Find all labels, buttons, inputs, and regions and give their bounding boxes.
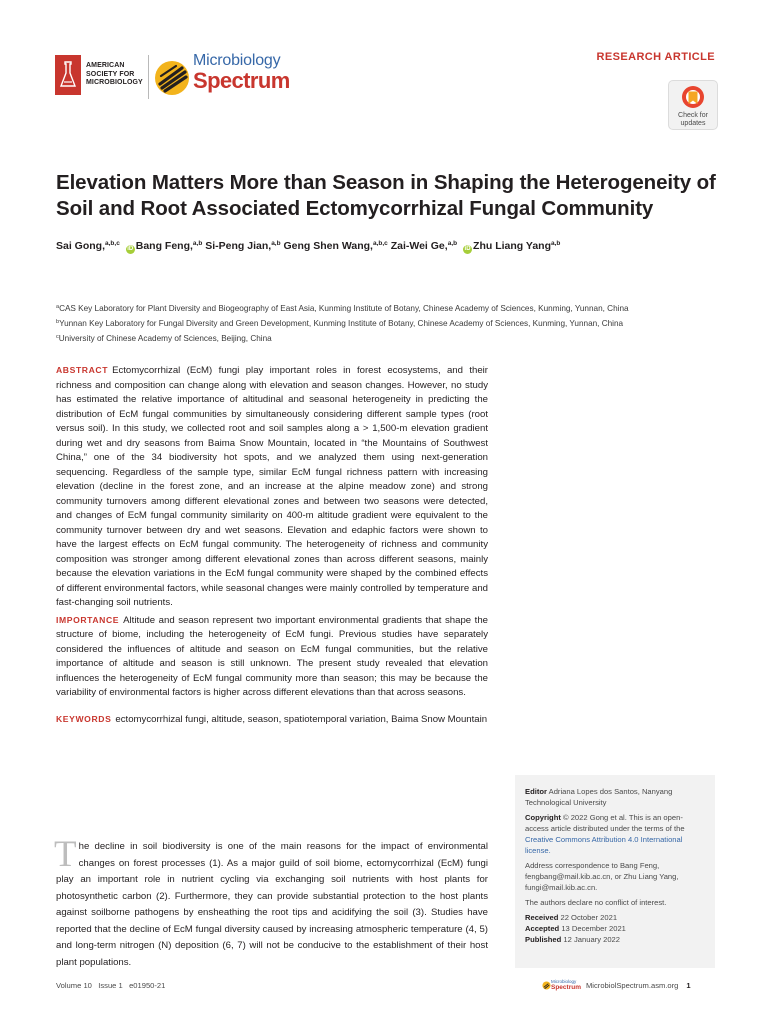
affiliation-sup: b xyxy=(56,319,60,325)
importance-text: Altitude and season represent two important environmental gradients that shape the structure of biome, including the heterogeneity of EcM fungi. Previous studies have separately considered the influences of altitude and season on EcM fungal communities, but the relative importance of altitude and season is still unknown. The present study revealed that elevation influences the heterogeneity of EcM fungal community more than season; this may be because the variability of environmental factors is higher across different elevations than that across seasons. xyxy=(56,614,488,698)
affiliation-sup: a xyxy=(56,304,60,310)
affiliation xyxy=(56,304,629,313)
importance-label: IMPORTANCE xyxy=(56,614,120,625)
footer-journal-logo xyxy=(542,980,581,991)
conflict-statement: The authors declare no conflict of interest. xyxy=(525,898,667,907)
author-name: Bang Feng, xyxy=(135,240,193,252)
author-affil-sup: a,b xyxy=(271,240,281,247)
bookmark-icon xyxy=(669,83,717,113)
orcid-icon[interactable]: iD xyxy=(464,246,471,252)
author-affil-sup: a,b xyxy=(447,240,458,247)
author-name: Sai Gong, xyxy=(56,240,106,252)
author-affil-sup: a,b xyxy=(551,240,561,247)
author[interactable] xyxy=(284,240,388,252)
article-title: Elevation Matters More than Season in Shaping the Heterogeneity of Soil and Root Associated Ectomycorrhizal Fungal Community xyxy=(56,171,716,220)
author-affil-sup: a,b xyxy=(192,240,203,247)
check-for-updates-label: Check for updates xyxy=(678,112,708,127)
asm-flask-icon xyxy=(55,55,81,95)
footer-volume: Volume 10 xyxy=(56,981,92,990)
author-name: Zhu Liang Yang xyxy=(473,240,552,252)
body-paragraph xyxy=(54,834,488,971)
affiliation-text: University of Chinese Academy of Sciences, Beijing, China xyxy=(58,334,272,343)
author-name: Si-Peng Jian, xyxy=(205,240,272,252)
spectrum-emblem-icon xyxy=(152,54,192,103)
affiliation xyxy=(56,334,272,343)
license-link[interactable]: Creative Commons Attribution 4.0 International license. xyxy=(525,835,683,855)
published-date xyxy=(525,934,705,945)
footer-site-link[interactable]: MicrobiolSpectrum.asm.org xyxy=(585,980,679,990)
editor-info xyxy=(525,786,705,808)
author-affil-sup: a,b,c xyxy=(105,240,120,247)
footer-issue: Issue 1 xyxy=(98,981,123,990)
asm-logo xyxy=(55,55,143,95)
orcid-icon[interactable]: iD xyxy=(127,246,134,252)
check-for-updates-badge[interactable] xyxy=(668,80,718,130)
mini-logo-bottom: Spectrum xyxy=(551,983,581,991)
author-affil-sup: a,b,c xyxy=(372,240,388,247)
abstract-paragraph xyxy=(56,363,488,611)
copyright-info xyxy=(525,812,705,856)
accepted-label: Accepted xyxy=(525,924,560,933)
affiliation-text: CAS Key Laboratory for Plant Diversity and Biogeography of East Asia, Kunming Institute of Botany, Chinese Academy of Sciences, Kunming, Yunnan, China xyxy=(59,304,629,313)
spectrum-mini-icon xyxy=(542,981,551,990)
correspondence-info[interactable]: Address correspondence to Bang Feng, fengbang@mail.kib.ac.cn, or Zhu Liang Yang, fungi@mail.kib.ac.cn. xyxy=(525,861,679,892)
footer-article-id: e01950-21 xyxy=(129,981,166,990)
copyright-text: © 2022 Gong et al. This is an open-access article distributed under the terms of the xyxy=(525,813,685,833)
journal-logo xyxy=(193,52,290,92)
abstract-label: ABSTRACT xyxy=(56,365,109,375)
asm-line-2: SOCIETY FOR xyxy=(86,70,135,78)
author[interactable] xyxy=(391,240,457,252)
journal-name-top: Microbiology xyxy=(193,52,281,69)
importance-paragraph xyxy=(56,613,488,701)
logo-divider xyxy=(148,55,149,99)
asm-logo-text xyxy=(86,62,143,87)
author[interactable] xyxy=(205,240,280,252)
author-list xyxy=(56,240,736,254)
body-text: he decline in soil biodiversity is one of the main reasons for the impact of environmental changes on forest processes (1). As a major guild of soil biome, ectomycorrhizal (EcM) fungi play an important role in nutrient cycling via exchanging soil nutrients with host plants for photosynthetic carbon (2). Furthermore, they can provide substantial protection to the host plants against soilborne pathogens by ensheathing the root tips and acidifying the soil (3). Studies have reported that the decline of EcM fungal diversity caused by increasing atmospheric temperature (4, 5) and long-term nitrogen (N) deposition (6, 7) will not be conducive to the establishment of their host plant populations. xyxy=(56,841,488,968)
asm-line-3: MICROBIOLOGY xyxy=(86,79,143,87)
keywords-label: KEYWORDS xyxy=(56,713,112,724)
abstract-text: Ectomycorrhizal (EcM) fungi play important roles in forest ecosystems, and their richness and composition can change along with elevation and season changes. However, no study has estimated the relative importance of altitudinal and seasonal heterogeneity in predicting the distribution of EcM fungal communities by simultaneously considering different sample types (root versus soil). In this study, we collected root and soil samples along a > 1,500-m elevation gradient during wet and dry seasons from Baima Snow Mountain, located in “the Mountains of Southwest China,” one of the 34 biodiversity hot spots, and we analyzed them using next-generation sequencing. Regardless of the sample type, similar EcM fungal richness pattern with increasing elevation (decline in the forest zone, and an increase at the alpine meadow zone) and strong community turnovers among different elevational zones and between two seasons were detected, and changes of EcM fungal community similarity on 400-m altitude gradient were equivalent to the community turnover between dry and wet seasons. Elevation and edaphic factors were shown to have the largest effects on EcM fungal community. The heterogeneity of richness and community composition was stronger among different elevational zones than across different seasons, mainly because the elevation variations in the EcM fungal community were shaped by the combined effects of different environmental factors, while seasonal changes were mainly controlled by temperature and fast-changing soil nutrients. xyxy=(56,365,488,608)
journal-name-bottom: Spectrum xyxy=(193,68,290,93)
affiliation-sup: c xyxy=(56,334,59,340)
accepted-value: 13 December 2021 xyxy=(561,924,626,933)
footer-citation xyxy=(56,981,165,990)
author-name: Zai-Wei Ge, xyxy=(390,240,448,252)
author[interactable] xyxy=(56,240,120,252)
affiliation xyxy=(56,319,623,328)
published-value: 12 January 2022 xyxy=(563,935,620,944)
drop-cap: T xyxy=(54,834,77,875)
footer-journal xyxy=(542,980,691,991)
received-label: Received xyxy=(525,913,559,922)
asm-line-1: AMERICAN xyxy=(86,62,125,70)
mini-logo-top: Microbiology xyxy=(551,979,577,984)
author-name: Geng Shen Wang, xyxy=(283,240,373,252)
published-label: Published xyxy=(525,935,562,944)
keywords-paragraph xyxy=(56,712,488,728)
editor-label: Editor xyxy=(525,787,547,796)
author[interactable] xyxy=(136,240,203,252)
article-type-label: RESEARCH ARTICLE xyxy=(596,51,715,63)
accepted-date xyxy=(525,923,705,934)
editor-text: Adriana Lopes dos Santos, Nanyang Technological University xyxy=(525,787,673,807)
received-value: 22 October 2021 xyxy=(560,913,618,922)
page-number: 1 xyxy=(686,980,691,990)
keywords-text: ectomycorrhizal fungi, altitude, season, spatiotemporal variation, Baima Snow Mountain xyxy=(115,713,488,725)
abstract-block xyxy=(56,363,488,727)
copyright-label: Copyright xyxy=(525,813,561,822)
received-date xyxy=(525,912,705,923)
affiliation-text: Yunnan Key Laboratory for Fungal Diversity and Green Development, Kunming Institute of Botany, Chinese Academy of Sciences, Kunming, Yunnan, China xyxy=(59,319,624,328)
author[interactable] xyxy=(473,240,560,252)
article-info-sidebar xyxy=(515,775,715,968)
